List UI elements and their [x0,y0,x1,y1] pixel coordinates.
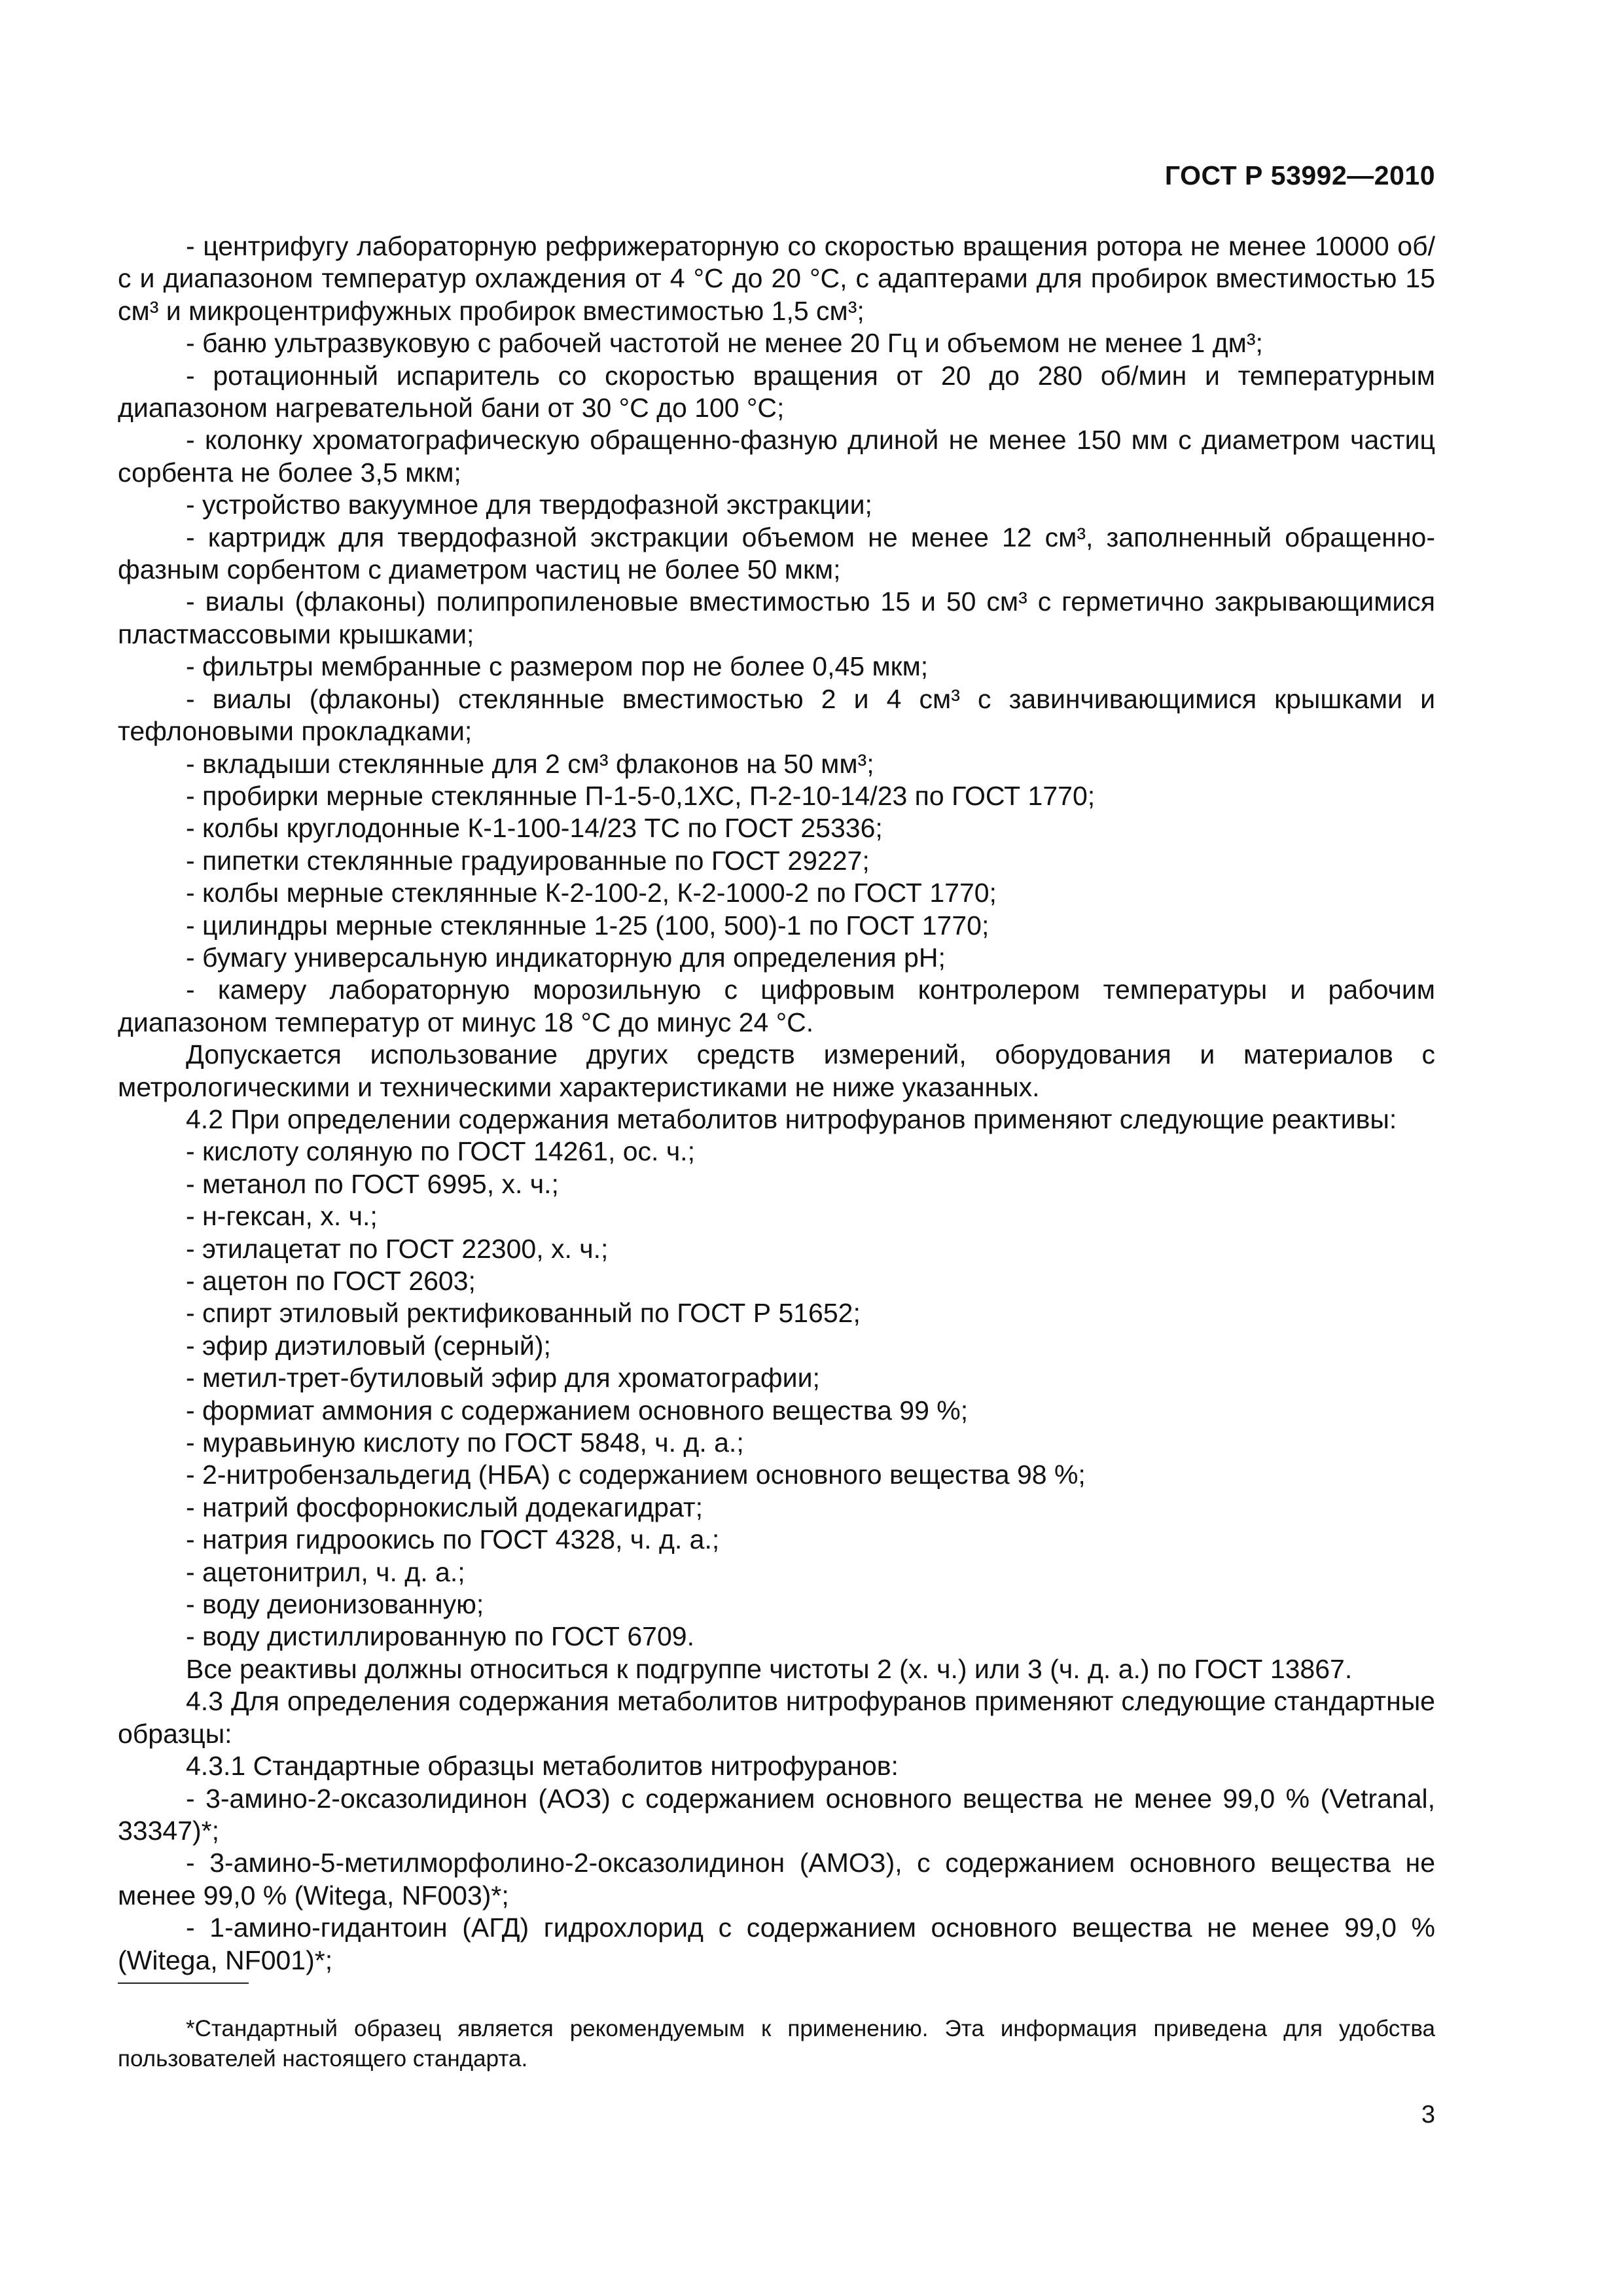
list-item: - фильтры мембранные с размером пор не более 0,45 мкм; [186,651,929,682]
list-item: - н-гексан, х. ч.; [186,1201,378,1232]
list-item: - 1-амино-гидантоин (АГД) гидрохлорид с содержанием основного вещества не менее 99,0 % (Witega, NF001)*; [118,1912,1435,1975]
list-item: - эфир диэтиловый (серный); [186,1330,551,1361]
list-item: - муравьиную кислоту по ГОСТ 5848, ч. д. а.; [186,1427,744,1458]
list-item: - 2-нитробензальдегид (НБА) с содержанием основного вещества 98 %; [186,1460,1086,1490]
list-item: - виалы (флаконы) стеклянные вместимостью 2 и 4 см³ с завинчивающимися крышками и тефлоновыми прокладками; [118,683,1435,747]
section-heading-4-2: 4.2 При определении содержания метаболитов нитрофуранов применяют следующие реактивы: [186,1103,1397,1134]
list-item: - виалы (флаконы) полипропиленовые вместимостью 15 и 50 см³ с герметично закрывающимися пластмассовыми крышками; [118,586,1435,649]
list-item: - пипетки стеклянные градуированные по ГОСТ 29227; [186,845,870,876]
list-item: - спирт этиловый ректификованный по ГОСТ Р 51652; [186,1298,861,1329]
list-item: - устройство вакуумное для твердофазной экстракции; [186,490,872,520]
section-heading-4-3: 4.3 Для определения содержания метаболитов нитрофуранов применяют следующие стандартные образцы: [118,1686,1435,1749]
section-heading-4-3-1: 4.3.1 Стандартные образцы метаболитов нитрофуранов: [186,1751,899,1782]
list-item: - бумагу универсальную индикаторную для определения pH; [186,942,946,973]
list-item: - метанол по ГОСТ 6995, х. ч.; [186,1168,559,1199]
list-item: - колбы круглодонные К-1-100-14/23 ТС по ГОСТ 25336; [186,813,883,844]
list-item: - натрия гидроокись по ГОСТ 4328, ч. д. а.; [186,1524,720,1555]
footnote: *Стандартный образец является рекомендуемым к применению. Эта информация приведена для удобства пользователей настоящего стандарта. [118,2016,1435,2072]
list-item: - ротационный испаритель со скоростью вращения от 20 до 280 об/мин и температурным диапазоном нагревательной бани от 30 °С до 100 °С; [118,360,1435,423]
page-number: 3 [1421,2101,1435,2128]
list-item: - 3-амино-5-метилморфолино-2-оксазолидинон (АМОЗ), с содержанием основного вещества не менее 99,0 % (Witega, NF003)*; [118,1848,1435,1910]
list-item: - ацетон по ГОСТ 2603; [186,1266,476,1296]
list-item: - баню ультразвуковую с рабочей частотой не менее 20 Гц и объемом не менее 1 дм³; [186,328,1263,359]
list-item: - пробирки мерные стеклянные П-1-5-0,1ХС, П-2-10-14/23 по ГОСТ 1770; [186,780,1096,811]
list-item: - натрий фосфорнокислый додекагидрат; [186,1492,704,1522]
list-item: - колбы мерные стеклянные К-2-100-2, К-2-1000-2 по ГОСТ 1770; [186,878,997,908]
list-item: - кислоту соляную по ГОСТ 14261, ос. ч.; [186,1136,695,1167]
list-item: - колонку хроматографическую обращенно-фазную длиной не менее 150 мм с диаметром частиц сорбента не более 3,5 мкм; [118,425,1435,488]
list-item: - воду дистиллированную по ГОСТ 6709. [186,1621,694,1652]
footnote-divider [118,1982,249,1984]
list-item: - воду деионизованную; [186,1589,484,1620]
list-item: - вкладыши стеклянные для 2 см³ флаконов на 50 мм³; [186,748,874,779]
list-item: - ацетонитрил, ч. д. а.; [186,1556,465,1587]
body-text [118,230,1435,1977]
paragraph: Все реактивы должны относиться к подгруппе чистоты 2 (х. ч.) или 3 (ч. д. а.) по ГОСТ 13867. [186,1653,1353,1684]
paragraph: Допускается использование других средств измерений, оборудования и материалов с метрологическими и техническими характеристиками не ниже указанных. [118,1039,1435,1102]
list-item: - этилацетат по ГОСТ 22300, х. ч.; [186,1233,609,1264]
list-item: - центрифугу лабораторную рефрижераторную со скоростью вращения ротора не менее 10000 об/с и диапазоном температур охлаждения от 4 °С до 20 °С, с адаптерами для пробирок вместимостью 15 см³ и микроцентрифужных пробирок вместимостью 1,5 см³; [118,231,1435,326]
list-item: - камеру лабораторную морозильную с цифровым контролером температуры и рабочим диапазоном температур от минус 18 °С до минус 24 °С. [118,975,1435,1037]
list-item: - формиат аммония с содержанием основного вещества 99 %; [186,1395,969,1426]
list-item: - 3-амино-2-оксазолидинон (АОЗ) с содержанием основного вещества не менее 99,0 % (Vetranal, 33347)*; [118,1783,1435,1846]
document-code: ГОСТ Р 53992—2010 [1164,160,1435,190]
list-item: - картридж для твердофазной экстракции объемом не менее 12 см³, заполненный обращенно-фазным сорбентом с диаметром частиц не более 50 мкм; [118,522,1435,585]
list-item: - метил-трет-бутиловый эфир для хроматографии; [186,1363,820,1393]
list-item: - цилиндры мерные стеклянные 1-25 (100, 500)-1 по ГОСТ 1770; [186,910,990,941]
